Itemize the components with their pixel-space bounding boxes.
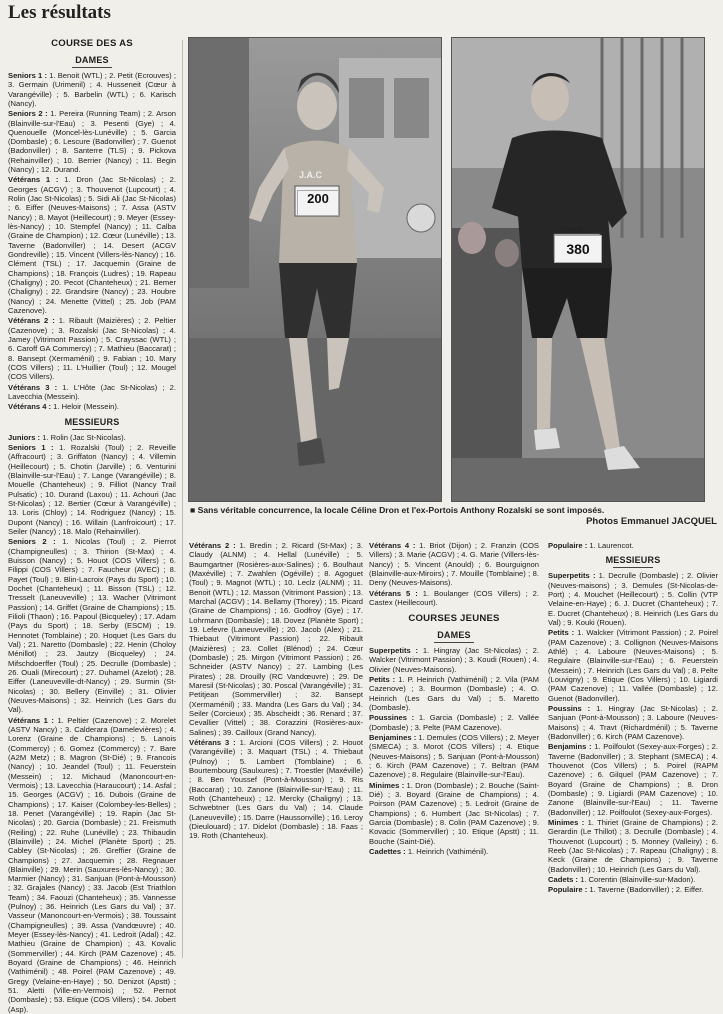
- category-results: 1. L'Hôte (Jac St-Nicolas) ; 2. Lavecchia (Messein).: [8, 382, 176, 402]
- result-category: [8, 109, 176, 174]
- photo-celine-dron: [188, 37, 442, 502]
- bib-number-200: 200: [297, 190, 339, 216]
- results-column-3: [369, 541, 539, 856]
- category-results: 1. Dron (Jac St-Nicolas) ; 2. Georges (ACGV) ; 3. Thouvenot (Lupcourt) ; 4. Rolin (Jac St-Nicolas) ; 5. Sidi Ali (Jac St-Nicolas) ; 6. Eiffer (Neuves-Maisons) ; 7. Assa (ASTV Nancy) ; 8. Mayot (Heillecourt) ; 9. Meyer (Essey-lès-Nancy) ; 10. Stempfel (Nancy) ; 11. Calba (Graine de Champion) ; 12. Cœur (Lunéville) ; 13. Taverne (Badonviller) ; 14. Desert (ACGV Gondreville) ; 15. Vincent (Villers-lès-Nancy) ; 16. Clément (TSL) ; 17. Jacquemin (Graine de Champions) ; 18. François (Ludres) ; 19. Rapeau (Chaligny) ; 20. Pecot (Chanteheux) ; 21. Bemer (Chaligny) ; 22. Grandsire (Nancy) ; 23. Houbre (Nancy) ; 24. Menette (Vittel) ; 25. Job (PAM Cazenove).: [8, 175, 176, 316]
- category-label: Vétérans 2 :: [189, 541, 236, 550]
- category-label: Minimes :: [548, 817, 585, 827]
- category-label: Seniors 1 :: [8, 70, 48, 80]
- column-1: [8, 32, 177, 1014]
- category-label: Vétérans 2 :: [8, 316, 55, 326]
- dames-results: [8, 71, 176, 412]
- result-category: [369, 541, 539, 588]
- category-results: 1. Hingray (Jac St-Nicolas) ; 2. Walcker (Vitrimont Passion) ; 3. Koudi (Rouen) ; 4. Olivier (Neuves-Maisons).: [369, 646, 539, 674]
- category-results: 1. Decrulle (Dombasle) ; 2. Olivier (Neuves-maisons) ; 3. Demules (St-Nicolas-de-Port) ; 4. Mouchet (Heillecourt) ; 5. Collin (VTP Velaine-en-Haye) ; 6. J. Ducret (Chanteheux) ; 7. E. Ducret (Chanteheux) ; 8. Heinrich (Les Gars du Val) ; 9. Kouki (Rouen).: [548, 571, 718, 628]
- jeunes-messieurs-results: [548, 571, 718, 894]
- result-category: [8, 71, 176, 108]
- category-label: Vétérans 5 :: [369, 588, 418, 598]
- category-label: Seniors 2 :: [8, 109, 48, 119]
- category-label: Petits :: [548, 628, 575, 638]
- category-results: 1. Corentin (Blainville-sur-Madon).: [577, 874, 696, 884]
- category-label: Vétérans 4 :: [369, 541, 416, 550]
- result-category: [548, 742, 718, 817]
- category-label: Vétérans 3 :: [189, 737, 236, 747]
- sponsor-text: Kalenji: [560, 226, 583, 233]
- result-category: [8, 537, 176, 714]
- category-label: Seniors 2 :: [8, 537, 56, 547]
- category-results: 1. Benoit (WTL) ; 2. Petit (Ecrouves) ; 3. Germain (Urimenil) ; 4. Husseneit (Cœur à Varangéville) ; 5. Barbelin (WTL) ; 6. Karisch (Nancy).: [8, 70, 177, 108]
- runner-woman-image: [189, 38, 441, 501]
- category-results: 1. Hingray (Jac St-Nicolas) ; 2. Sanjuan (Pont-à-Mousson) ; 3. Laboure (Neuves-Maisons) ; 4. Travt (Richardménil) ; 5. Taverne (Badonviller) ; 6. Kirch (PAM Cazenove).: [548, 703, 718, 741]
- result-category: [548, 628, 718, 703]
- category-label: Superpetits :: [369, 646, 419, 656]
- category-results: 1. Nicolas (Toul) ; 2. Pierrot (Champigneulles) ; 3. Thirion (St-Max) ; 4. Buisson (Nancy) ; 5. Houot (COS Villers) ; 6. Filippi (COS Villers) ; 7. Faucheur (AVEC) ; 8. Payet (Toul) ; 9. Blin-Lacroix (Pays du Sport) ; 10. Dochet (Chanteheux) ; 11. Bisson (TSL) ; 12. Tresselt (Laneuveville) ; 13. Wacher (Vitrimont Passion) ; 14. Griffet (Graine de Champions) ; 15. Filioli (Thaon) ; 16. Papoul (Bicqueley) ; 17. Adam (Pays du Sport) ; 18. Serby (ESCM) ; 19. Hennotet (Tomblaine) ; 20. Hoquet (Les Gars du Val) ; 21. Naretto (Dombasle) ; 22. Henin (Choloy Ménillot) ; 23. Jautzy (Bicqueley) ; 24. Mifschdoerffer (Toul) ; 25. Decrulle (Dombasle) ; 26. Ouali (Mirecourt) ; 27. Duhamel (Azelot) ; 28. Eiffer (Laneuveville-dt-Nancy) ; 29. Surmin (St-Nicolas) ; 30. Bellery (Einville) ; 31. Olivier (Neuves-Maisons) ; 32. Heinrich (Les Gars du Val).: [8, 537, 177, 715]
- category-results: 1. Heinrich (Vathiménil).: [405, 847, 489, 857]
- result-category: [369, 713, 539, 732]
- category-results: 1. Heloir (Messein).: [51, 402, 120, 412]
- photo-caption: ■ Sans véritable concurrence, la locale Céline Dron et l'ex-Portois Anthony Rozalski se sont imposés.: [190, 505, 605, 515]
- result-category: [548, 818, 718, 874]
- result-category: [8, 716, 176, 1014]
- result-category: [369, 781, 539, 846]
- result-category: [548, 885, 718, 894]
- section-title-course-as: COURSE DES AS: [51, 38, 133, 49]
- category-results: 1. Boulanger (COS Villers) ; 2. Castex (Heillecourt).: [369, 588, 539, 607]
- result-category: [8, 175, 176, 315]
- category-results: 1. Bredin ; 2. Ricard (St-Max) ; 3. Claudy (ALNM) ; 4. Hellal (Lunéville) ; 5. Baumgartner (Rosières-aux-Salines) ; 6. Boulhaut (Maxéville) ; 7. Zwahlen (Ogéville) ; 8. Agoguet (Toul) ; 9. Magnot (WTL) ; 10. Leclz (ALNM) ; 11. Benoit (WTL) ; 12. Masson (Vitrimont Passion) ; 13. Marchal (ACGV) ; 14. Bellamy (Thorey) ; 15. Picard (Graine de Champions) ; 16. Godfroy (Gye) ; 17. Lohrmann (Dombasle) ; 18. Dovez (Planète Sport) ; 19. Lefevre (Laneuveville) ; 20. Jacob (Alex) ; 21. Thiebaut (Vitrimont Passion) ; 22. Ribault (Maizières) ; 23. Collet (Blénod) ; 24. Cœur (Dombasle) ; 25. Mirgon (Vitrimont Passion) ; 26. Schneider (ASTV Nancy) ; 27. Lambing (Les Pirates) ; 28. Drouilly (RC Vandœuvre) ; 29. De Maresil (St-Nicolas) ; 30. Poscal (Varangéville) ; 31. Petitjean (Sommerviller) ; 32. Bansept (Xermaménil) ; 33. Mandra (Les Gars du Val) ; 34. Seiler (Corcieux) ; 35. Abscheidt ; 36. Renard ; 37. Cevallier (Vittel) ; 38. Corazzini (Rosières-aux-Salines) ; 39. Cailloux (Grand Nancy).: [189, 541, 363, 737]
- result-category: [8, 316, 176, 381]
- result-category: [189, 541, 363, 737]
- bib-number-380: 380: [554, 235, 602, 263]
- column-3: [369, 541, 539, 961]
- page-title: Les résultats: [8, 2, 111, 23]
- shirt-text: J.A.C: [299, 170, 323, 180]
- messieurs-results: [8, 433, 176, 1014]
- result-category: [369, 646, 539, 674]
- category-results: 1. Ribault (Maizières) ; 2. Peltier (Cazenove) ; 3. Rozalski (Jac St-Nicolas) ; 4. Jamey (Vitrimont Passion) ; 5. Crayssac (WTL) ; 6. Caroff GA Commercy) ; 7. Mathieu (Baccarat) ; 8. Bansept (Xermaménil) ; 9. Fabian ; 10. Mary (COS Villers) ; 11. L'Huillier (Toul) ; 12. Mougel (COS Villers).: [8, 316, 176, 382]
- result-category: [548, 571, 718, 627]
- result-category: [8, 383, 176, 402]
- result-category: [8, 443, 176, 536]
- category-label: Benjamines :: [369, 733, 417, 743]
- category-results: 1. Rozalski (Toul) ; 2. Reveille (Affracourt) ; 3. Griffaton (Nancy) ; 4. Villemin (Heillecourt) ; 5. Chotin (Jarville) ; 6. Venturini (Blainville-sur-l'Eau) ; 7. Lange (Varangéville) ; 8. Mouelle (Chanteheux) ; 9. Filliot (Nancy Trail Pulsatic) ; 10. Durand (Laxou) ; 11. Achouri (Jac St-Nicolas) ; 12. Bertier (Cœur à Varangéville) ; 13. Loris (Chloy) ; 14. Rodriguez (Nancy) ; 15. Dupont (Nancy) ; 16. Willain (Lanfroicourt) ; 17. Seiler (Nancy) ; 18. Malo (Rehainviller).: [8, 443, 176, 537]
- category-results: 1. Arcioni (COS Villers) ; 2. Houot (Varangéville) ; 3. Maquart (TSL) ; 4. Thiebaut (Pulnoy) ; 5. Lambert (Tomblaine) ; 6. Bourtembourg (Saulxures) ; 7. Troestler (Maxéville) ; 8. Ben Youssef (Pont-à-Mousson) ; 9. Ris (Baccarat) ; 10. Zanone (Blainville-sur-l'Eau) ; 11. Roth (Chanteheux) ; 12. Mercky (Chaligny) ; 13. Schwebtner (Les Gars du Val) ; 14. Claude (Laneuveville) ; 15. Darre (Haussonville) ; 16. Leroy (Dieulouard) ; 17. Didelot (Dombasle) ; 18. Faas ; 19. Roth (Chanteheux).: [189, 737, 363, 841]
- category-results: 1. Garcia (Dombasle) ; 2. Vallée (Dombasle) ; 3. Pelte (PAM Cazenove).: [369, 713, 540, 732]
- category-results: 1. Walcker (Vitrimont Passion) ; 2. Poirel (PAM Cazenove) ; 3. Collignon (Neuves-Maisons Athlé) ; 4. Laboure (Neuves-Maisons) ; 5. Regulaire (Blainville-sur-l'Eau) ; 6. Feuerstein (Messein) ; 7. Heinrich (Les Gars du Val) ; 8. Pelte (Louvigny) ; 9. Etique (Cos Villers) ; 10. Ligiardi (PAM Cazenove) ; 11. Vallée (Dombasle) ; 12. Guenot (Badonviller).: [548, 628, 718, 703]
- category-label: Poussins :: [548, 703, 591, 713]
- column-4: [548, 541, 718, 961]
- result-category: [369, 589, 539, 608]
- category-label: Vétérans 3 :: [8, 382, 58, 392]
- category-label: Poussines :: [369, 713, 415, 723]
- category-results: 1. Demules (COS Villers) ; 2. Meyer (SMECA) ; 3. Morot (COS Villers) ; 4. Etique (Neuves-Maisons) ; 5. Sanjuan (Pont-à-Mousson) ; 6. Kirch (PAM Cazenove) ; 7. Beltran (PAM Cazenove) ; 8. Regulaire (Blainville-sur-l'Eau).: [369, 733, 539, 780]
- section-title-jeunes-messieurs: MESSIEURS: [548, 555, 718, 568]
- category-label: Vétérans 4 :: [8, 402, 52, 412]
- result-category: [369, 847, 539, 856]
- category-label: Benjamins :: [548, 742, 592, 752]
- result-category: [548, 704, 718, 741]
- section-title-messieurs: MESSIEURS: [8, 417, 176, 430]
- category-results: 1. Dron (Dombasle) ; 2. Bouche (Saint-Dié) ; 3. Boyard (Graine de Champions) ; 4. Poirson (PAM Cazenove) ; 5. Ledroit (Graine de Champions) ; 6. Humbert (Jac St-Nicolas) ; 7. Garcia (Dombasle) ; 8. Colin (PAM Cazenove) ; 9. Kovacic (Sommerviller) ; 10. Etique (Apstt) ; 11. Bouche (Saint-Dié).: [369, 780, 539, 846]
- result-category: [369, 733, 539, 780]
- section-title-dames: DAMES: [8, 55, 176, 68]
- populaire-line: Populaire : 1. Laurencot.: [548, 541, 634, 550]
- category-results: 1. Peltier (Cazenove) ; 2. Morelet (ASTV Nancy) ; 3. Calderara (Damelevières) ; 4. Lorenz (Graine de Champions) ; 5. Lanois (Commercy) ; 6. Gomez (Commercy) ; 7. Bare (A2M Metz) ; 8. Magron (St-Dié) ; 9. Francois (Nancy) ; 10. Jeandel (Toul) ; 11. Feuerstein (Messein) ; 12. Michaud (Manoncourt-en-Vermois) ; 13. Lavecchia (Haraucourt) ; 14. Asfal ; 15. Georges (ACGV) ; 16. Dubois (Graine de Champions) ; 17. Kaiser (Colombey-les-Belles) ; 18. Penet (Varangéville) ; 19. Rapin (Jac St-Nicolas) ; 20. Garcia (Dombasle) ; 21. Freismuth (Reiling) ; 22. Ruhe (Lunéville) ; 23. Thibaudin (Blainville) ; 24. Michel (Planète Sport) ; 25. Cabley (St-Nicolas) ; 26. Greffier (Graine de Champions) ; 27. Jacquemin ; 28. Regnauer (Blainville) ; 29. Merin (Sauxures-lès-Nancy) ; 30. Marmier (Nancy) ; 31. Sanjuan (Pont-à-Mousson) ; 32. Grajales (Nancy) ; 33. Jacob (Est Triathlon Team) ; 34. Faouzi (Chanteheux) ; 35. Vannesse (Pulnoy) ; 36. Heinrich (Les Gars du Val) ; 37. Vasseur (Manoncourt-en-Vermois) ; 38. Toussaint (Champigneulles) ; 39. Assa (Vandœuvre) ; 40. Meyer (Essey-lès-Nancy) ; 41. Ledroit (Adal) ; 42. Mathieu (Graine de Champion) ; 43. Kovalic (Sommerviller) ; 44. Kirch (PAM Cazenove) ; 45. Boyard (Graine de Champions) ; 46. Heinrich (Vathiménil) ; 48. Poirel (PAM Cazenove) ; 49. Gregy (Velaine-en-Haye) ; 50. Denizot (Apstt) ; 51. Aletti (Ville-en-Vermois) ; 52. Pernot (Dombasle) ; 53. Etique (COS Villers) ; 54. Jobert (Asp).: [8, 715, 176, 1014]
- category-results: 1. Poilfoulot (Sexey-aux-Forges) ; 2. Taverne (Badonviller) ; 3. Stephant (SMECA) ; 4. Thouvenot (Cos Villers) ; 5. Poirel (RAPM Cazenove) ; 6. Gilquel (PAM Cazenove) ; 7. Boyard (Graine de Champions) ; 8. Dron (Dombasle) ; 9. Ligiardi (PAM Cazenove) ; 10. Zanone (Blainville-sur-l'Eau) ; 11. Taverne (Badonviller) ; 12. Poilfoulot (Sexey-aux-Forges).: [548, 742, 718, 817]
- category-results: 1. P. Heinrich (Vathiménil) ; 2. Vila (PAM Cazenove) ; 3. Bourmon (Dombasle) ; 4. O. Heinrich (Les Gars du Val) ; 5. Maretto (Dombasle).: [369, 675, 539, 713]
- result-category: [369, 675, 539, 712]
- result-category: [8, 402, 176, 411]
- section-title-jeunes-dames: DAMES: [369, 630, 539, 643]
- messieurs-results-continued: [189, 541, 363, 841]
- category-label: Petits :: [369, 675, 396, 685]
- category-label: Minimes :: [369, 780, 405, 790]
- category-label: Vétérans 1 :: [8, 175, 59, 185]
- photo-anthony-rozalski: [451, 37, 705, 502]
- category-label: Populaire :: [548, 885, 588, 895]
- category-results: 1. Taverne (Badonviller) ; 2. Eiffer.: [587, 885, 704, 895]
- category-label: Juniors :: [8, 432, 41, 442]
- category-results: 1. Pereira (Running Team) ; 2. Arson (Blainville-sur-l'Eau) ; 3. Pesenti (Gye) ; 4. Quenouelle (Moncel-lès-Lunéville) ; 5. Garcia (Dombasle) ; 6. Lescure (Badonviller) ; 7. Guenot (Badonviller) ; 8. Santerre (TLS) ; 9. Pickova (Rehainviller) ; 10. Berrier (Nancy) ; 11. Begin (Nancy) ; 12. Durand.: [8, 109, 177, 175]
- column-2: [189, 541, 363, 961]
- result-category: [8, 433, 176, 442]
- column-divider: [182, 40, 183, 958]
- category-results: 1. Thiriet (Graine de Champions) ; 2. Gerardin (Le Thillot) ; 3. Decrulle (Dombasle) ; 4. Thouvenot (Lupcourt) ; 5. Monney (Valleiry) ; 6. Reeb (Jac St-Nicolas) ; 7. Rapeau (Chaligny) ; 8. Keck (Graine de Champions) ; 9. Taverne (Badonviller) ; 10. Heinrich (Les Gars du Val).: [548, 817, 718, 874]
- photo-credit: Photos Emmanuel JACQUEL: [586, 516, 717, 527]
- category-results: 1. Rolin (Jac St-Nicolas).: [40, 432, 126, 442]
- result-category: [189, 738, 363, 841]
- section-title-courses-jeunes: COURSES JEUNES: [408, 613, 500, 625]
- result-category: [548, 875, 718, 884]
- category-label: Seniors 1 :: [8, 443, 54, 453]
- runner-man-image: [452, 38, 704, 501]
- category-label: Superpetits :: [548, 571, 596, 581]
- square-bullet-icon: ■: [190, 505, 196, 515]
- category-label: Vétérans 1 :: [8, 715, 54, 725]
- category-label: Cadets :: [548, 874, 578, 884]
- category-results: 1. Briot (Dijon) ; 2. Franzin (COS Villers) ; 3. Marie (ACGV) ; 4. G. Marie (Villers-lès-Nancy) ; 5. Vincent (Anould) ; 6. Bourguignon (Blainville-aux-Miroirs) ; 7. Mouille (Tomblaine) ; 8. Deny (Neuves-Maisons).: [369, 541, 539, 588]
- category-label: Cadettes :: [369, 847, 406, 857]
